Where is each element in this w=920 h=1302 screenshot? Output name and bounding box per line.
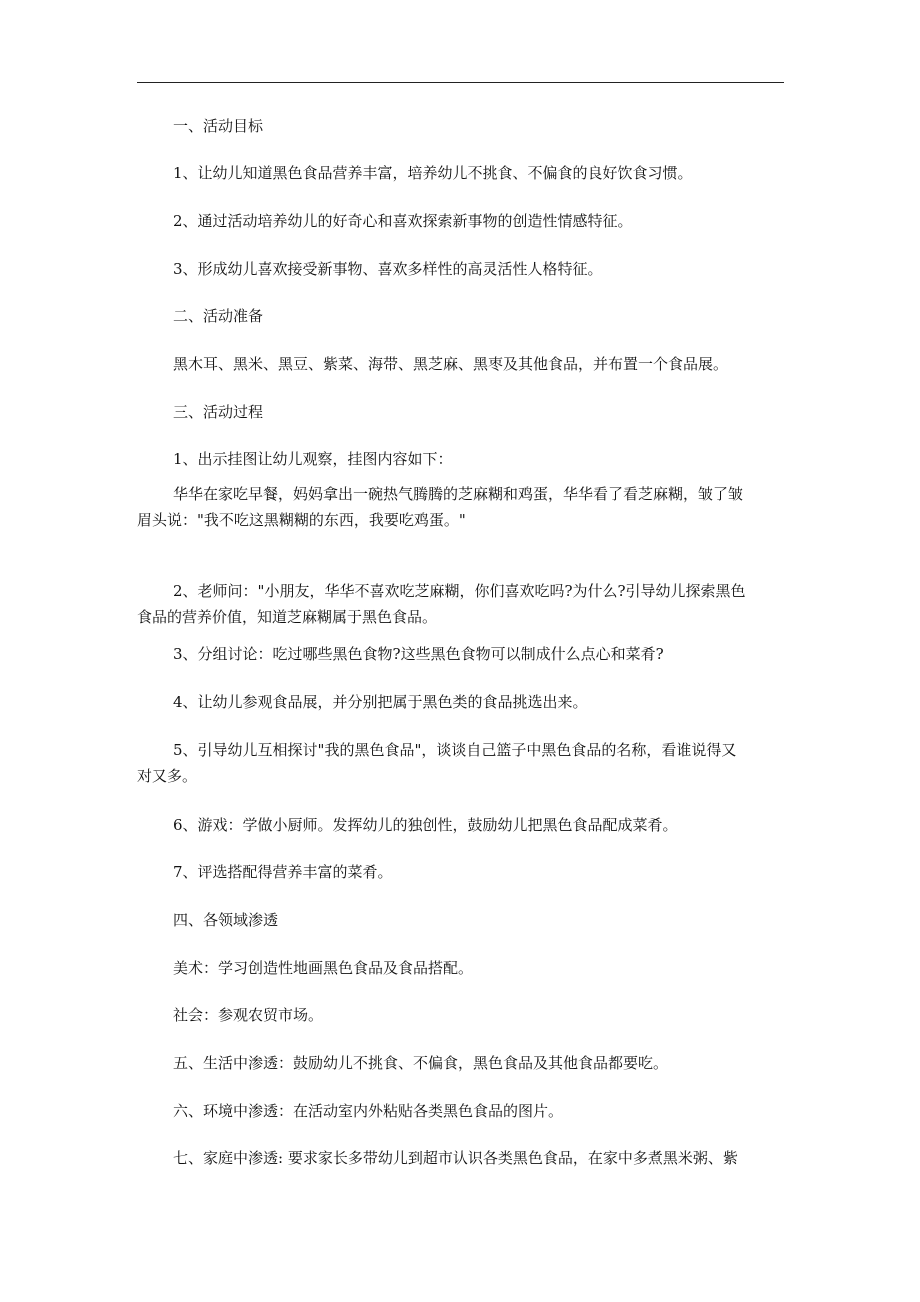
header-rule xyxy=(137,82,784,83)
section-heading-preparation: 二、活动准备 xyxy=(173,307,264,325)
section-daily-life: 五、生活中渗透：鼓励幼儿不挑食、不偏食，黑色食品及其他食品都要吃。 xyxy=(173,1054,669,1072)
paragraph-process-7: 7、评选搭配得营养丰富的菜肴。 xyxy=(173,863,393,881)
paragraph-art: 美术：学习创造性地画黑色食品及食品搭配。 xyxy=(173,959,474,977)
section-environment: 六、环境中渗透：在活动室内外粘贴各类黑色食品的图片。 xyxy=(173,1102,564,1120)
paragraph-process-4: 4、让幼儿参观食品展，并分别把属于黑色类的食品挑选出来。 xyxy=(173,693,588,711)
paragraph-process-2: 2、老师问："小朋友，华华不喜欢吃芝麻糊，你们喜欢吃吗?为什么?引导幼儿探索黑色食品的营养价值，知道芝麻糊属于黑色食品。 xyxy=(137,582,746,626)
section-heading-domains: 四、各领域渗透 xyxy=(173,911,279,929)
paragraph-process-1: 1、出示挂图让幼儿观察，挂图内容如下： xyxy=(173,450,453,468)
paragraph-process-3: 3、分组讨论：吃过哪些黑色食物?这些黑色食物可以制成什么点心和菜肴? xyxy=(173,645,664,663)
section-heading-goals: 一、活动目标 xyxy=(173,117,264,135)
paragraph-goal-1: 1、让幼儿知道黑色食品营养丰富，培养幼儿不挑食、不偏食的良好饮食习惯。 xyxy=(173,164,693,182)
paragraph-process-5: 5、引导幼儿互相探讨"我的黑色食品"，谈谈自己篮子中黑色食品的名称，看谁说得又对又多。 xyxy=(137,741,737,785)
paragraph-goal-3: 3、形成幼儿喜欢接受新事物、喜欢多样性的高灵活性人格特征。 xyxy=(173,260,603,278)
paragraph-process-6: 6、游戏：学做小厨师。发挥幼儿的独创性，鼓励幼儿把黑色食品配成菜肴。 xyxy=(173,816,678,834)
section-family: 七、家庭中渗透: 要求家长多带幼儿到超市认识各类黑色食品，在家中多煮黑米粥、紫 xyxy=(173,1149,738,1167)
paragraph-story: 华华在家吃早餐，妈妈拿出一碗热气腾腾的芝麻糊和鸡蛋，华华看了看芝麻糊，皱了皱眉头说："我不吃这黑糊糊的东西，我要吃鸡蛋。" xyxy=(137,485,744,529)
paragraph-preparation: 黑木耳、黑米、黑豆、紫菜、海带、黑芝麻、黑枣及其他食品，并布置一个食品展。 xyxy=(173,355,729,373)
paragraph-society: 社会：参观农贸市场。 xyxy=(173,1006,324,1024)
section-heading-process: 三、活动过程 xyxy=(173,403,264,421)
paragraph-goal-2: 2、通过活动培养幼儿的好奇心和喜欢探索新事物的创造性情感特征。 xyxy=(173,212,633,230)
